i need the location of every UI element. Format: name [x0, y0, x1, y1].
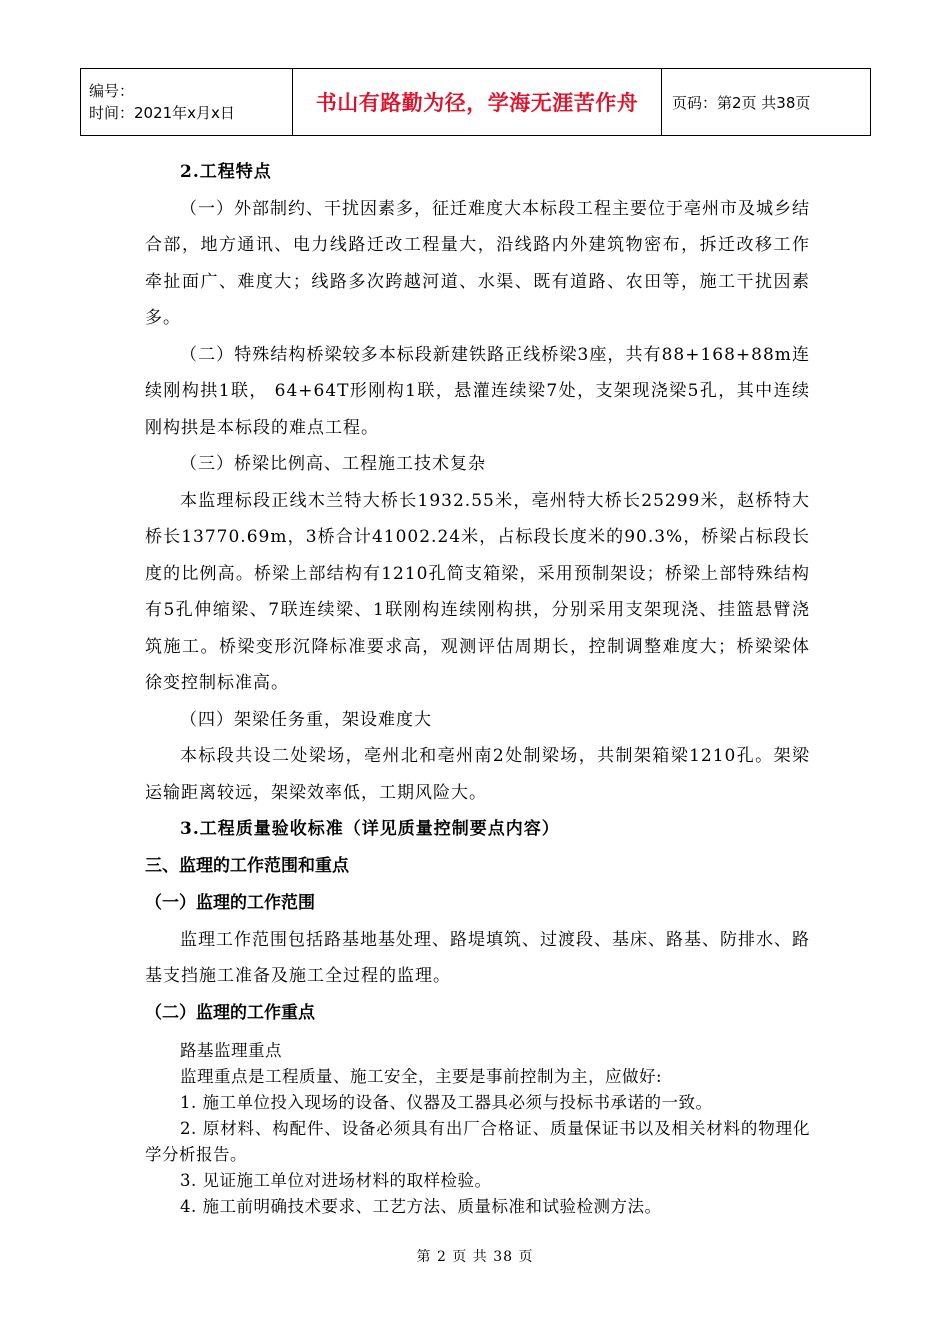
paragraph: （一）外部制约、干扰因素多，征迁难度大本标段工程主要位于亳州市及城乡结合部，地方通讯、电力线路迁改工程量大，沿线路内外建筑物密布，拆迁改移工作牵扯面广、难度大；线路多次跨越河道、水渠、既有道路、农田等，施工干扰因素多。: [145, 198, 810, 328]
paragraph: 监理工作范围包括路基地基处理、路堤填筑、过渡段、基床、路基、防排水、路基支挡施工准备及施工全过程的监理。: [145, 929, 810, 986]
subsection-heading: （一）监理的工作范围: [145, 892, 315, 913]
header-page-number: 页码：第2页 共38页: [662, 69, 871, 136]
section-heading: 三、监理的工作范围和重点: [145, 855, 349, 876]
list-item: 4. 施工前明确技术要求、工艺方法、质量标准和试验检测方法。: [180, 1196, 662, 1216]
paragraph: 本标段共设二处梁场，亳州北和亳州南2处制梁场，共制架箱梁1210孔。架梁运输距离较远，架梁效率低，工期风险大。: [145, 746, 810, 803]
paragraph: （四）架梁任务重，架设难度大: [180, 709, 432, 730]
document-header: [80, 68, 871, 136]
document-number-label: 编号：: [89, 82, 135, 100]
document-date: 时间：2021年x月x日: [89, 104, 235, 122]
paragraph: 本监理标段正线木兰特大桥长1932.55米，亳州特大桥长25299米，赵桥特大桥长13770.69m，3桥合计41002.24米，占标段长度米的90.3%，桥梁占标段长度的比例高。桥梁上部结构有1210孔简支箱梁，采用预制架设；桥梁上部特殊结构有5孔伸缩梁、7联连续梁、1联刚构连续刚构拱，分别采用支架现浇、挂篮悬臂浇筑施工。桥梁变形沉降标准要求高，观测评估周期长，控制调整难度大；桥梁梁体徐变控制标准高。: [145, 490, 810, 693]
header-meta: [81, 69, 293, 136]
paragraph: （二）特殊结构桥梁较多本标段新建铁路正线桥梁3座，共有88+168+88m连续刚构拱1联， 64+64T形刚构1联，悬灌连续梁7处，支架现浇梁5孔，其中连续刚构拱是本标段的难点工程。: [145, 344, 810, 438]
paragraph: 路基监理重点: [180, 1040, 282, 1060]
list-item: 2. 原材料、构配件、设备必须具有出厂合格证、质量保证书以及相关材料的物理化学分析报告。: [145, 1118, 810, 1164]
header-motto: 书山有路勤为径，学海无涯苦作舟: [293, 69, 662, 136]
subsection-heading: （二）监理的工作重点: [145, 1002, 315, 1023]
document-body: [145, 154, 810, 1220]
section-heading: 2.工程特点: [180, 162, 272, 182]
page-footer: 第 2 页 共 38 页: [416, 1249, 534, 1265]
list-item: 1. 施工单位投入现场的设备、仪器及工器具必须与投标书承诺的一致。: [180, 1092, 713, 1112]
paragraph: （三）桥梁比例高、工程施工技术复杂: [180, 454, 486, 474]
paragraph: 监理重点是工程质量、施工安全，主要是事前控制为主，应做好:: [180, 1066, 663, 1086]
section-heading: 3.工程质量验收标准（详见质量控制要点内容）: [180, 819, 560, 839]
list-item: 3. 见证施工单位对进场材料的取样检验。: [180, 1170, 492, 1190]
